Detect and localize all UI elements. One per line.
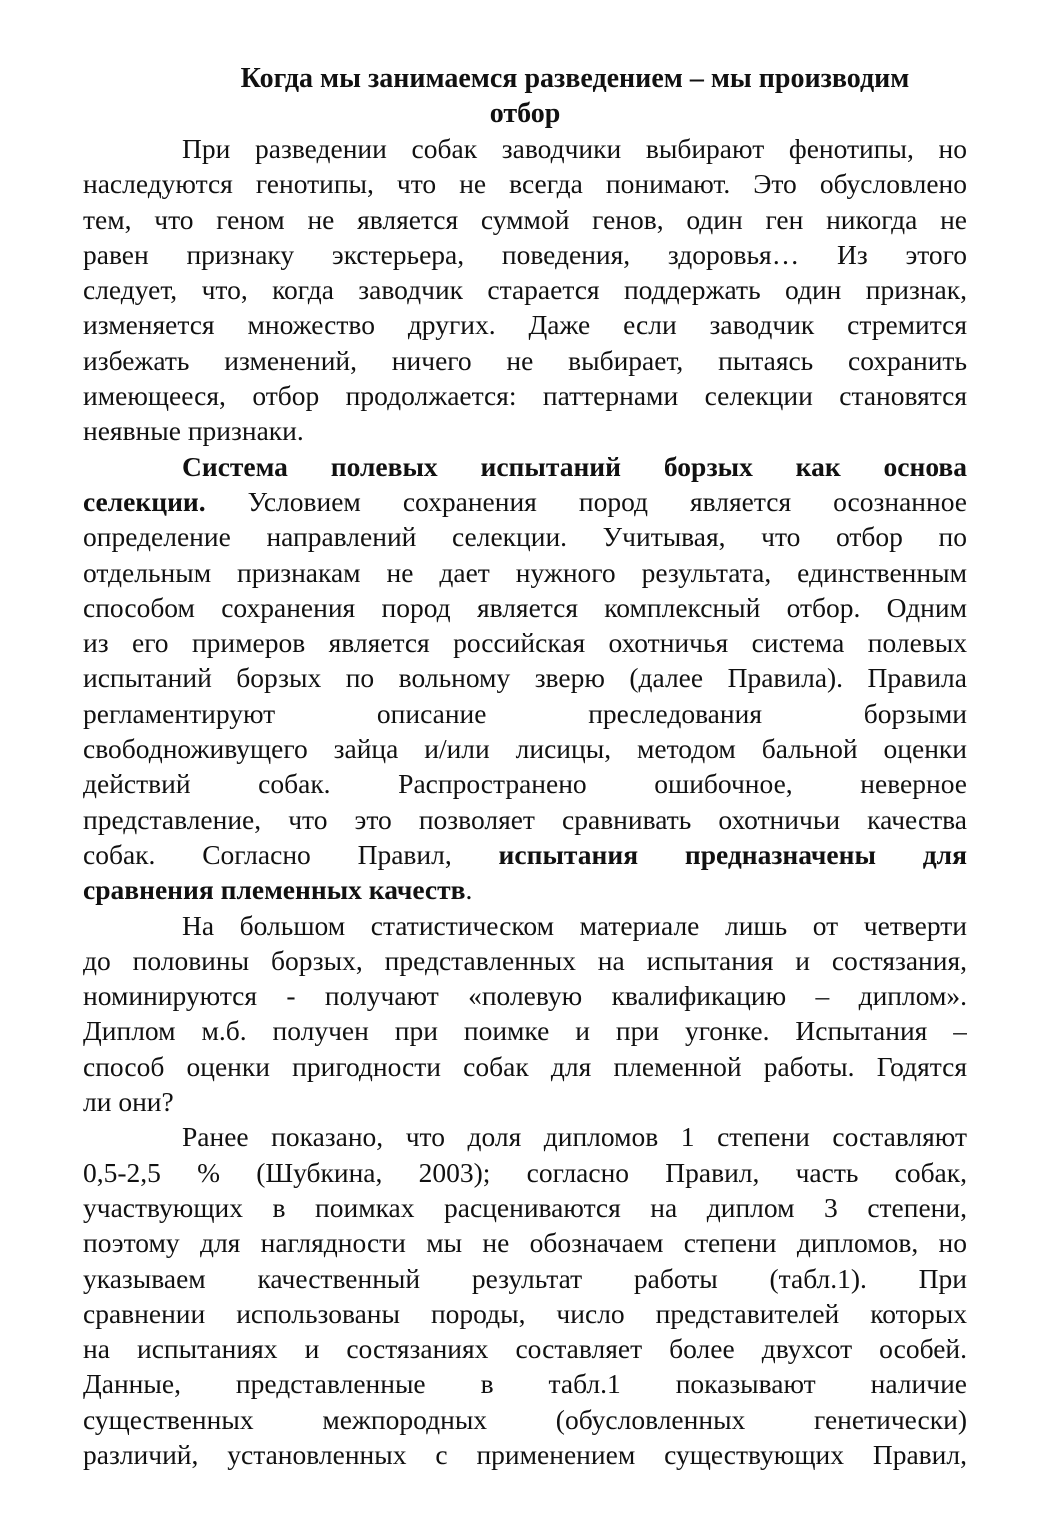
emphasis-text: сравнения племенных качеств bbox=[83, 874, 466, 906]
text-line: действий собак. Распространено ошибочное, неверное bbox=[83, 768, 967, 800]
text-line: равен признаку экстерьера, поведения, здоровья… Из этого bbox=[83, 238, 967, 270]
paragraph-4 bbox=[83, 1119, 967, 1472]
text-line: представление, что это позволяет сравнивать охотничьи качества bbox=[83, 803, 967, 835]
text-line: неявные признаки. bbox=[83, 415, 304, 447]
text-line: способом сохранения пород является комплексный отбор. Одним bbox=[83, 591, 967, 623]
document-body bbox=[83, 131, 967, 1472]
text-line: тем, что геном не является суммой генов, один ген никогда не bbox=[83, 203, 967, 235]
paragraph-1 bbox=[83, 131, 967, 449]
text-line: свободноживущего зайца и/или лисицы, методом бальной оценки bbox=[83, 733, 967, 765]
text-fragment: Условием сохранения пород является осознанное bbox=[247, 485, 967, 517]
text-line: Диплом м.б. получен при поимке и при угонке. Испытания – bbox=[83, 1015, 967, 1047]
text-line: избежать изменений, ничего не выбирает, пытаясь сохранить bbox=[83, 344, 967, 376]
document-title-line-1: Когда мы занимаемся разведением – мы производим bbox=[240, 63, 910, 94]
text-line: участвующих в поимках расцениваются на диплом 3 степени, bbox=[83, 1191, 967, 1223]
text-line: способ оценки пригодности собак для племенной работы. Годятся bbox=[83, 1050, 967, 1082]
text-line: из его примеров является российская охотничья система полевых bbox=[83, 627, 967, 659]
text-line: На большом статистическом материале лишь от четверти bbox=[182, 909, 967, 941]
text-fragment: собак. Согласно Правил, bbox=[83, 838, 452, 870]
text-line: определение направлений селекции. Учитывая, что отбор по bbox=[83, 521, 967, 553]
text-line bbox=[83, 837, 967, 872]
text-line: При разведении собак заводчики выбирают фенотипы, но bbox=[182, 133, 967, 164]
text-line: существенных межпородных (обусловленных генетически) bbox=[83, 1403, 967, 1435]
text-line: номинируются - получают «полевую квалификацию – диплом». bbox=[83, 980, 967, 1012]
emphasis-text: испытания предназначены для bbox=[498, 838, 967, 870]
text-line: наследуются генотипы, что не всегда понимают. Это обусловлено bbox=[83, 168, 967, 200]
text-fragment: . bbox=[465, 874, 473, 906]
paragraph-2 bbox=[83, 449, 967, 908]
text-line: испытаний борзых по вольному зверю (далее Правила). Правила bbox=[83, 662, 967, 694]
text-line: 0,5-2,5 % (Шубкина, 2003); согласно Правил, часть собак, bbox=[83, 1156, 967, 1188]
text-line bbox=[83, 872, 967, 907]
text-line bbox=[83, 484, 967, 519]
section-heading-inline: Система полевых испытаний борзых как основа bbox=[182, 450, 967, 482]
text-line: регламентируют описание преследования борзыми bbox=[83, 697, 967, 729]
document-title-line-2: отбор bbox=[489, 98, 561, 129]
text-line: следует, что, когда заводчик старается поддержать один признак, bbox=[83, 274, 967, 306]
text-line: Ранее показано, что доля дипломов 1 степени составляют bbox=[182, 1121, 967, 1153]
text-line: различий, установленных с применением существующих Правил, bbox=[83, 1438, 967, 1470]
text-line: изменяется множество других. Даже если заводчик стремится bbox=[83, 309, 967, 341]
text-line: на испытаниях и состязаниях составляет более двухсот особей. bbox=[83, 1333, 967, 1365]
text-line: до половины борзых, представленных на испытания и состязания, bbox=[83, 944, 967, 976]
text-line: имеющееся, отбор продолжается: паттернами селекции становятся bbox=[83, 380, 967, 412]
text-line: поэтому для наглядности мы не обозначаем степени дипломов, но bbox=[83, 1227, 967, 1259]
text-line: отдельным признакам не дает нужного результата, единственным bbox=[83, 556, 967, 588]
text-line: указываем качественный результат работы (табл.1). При bbox=[83, 1262, 967, 1294]
text-line: Данные, представленные в табл.1 показывают наличие bbox=[83, 1368, 967, 1400]
text-line: сравнении использованы породы, число представителей которых bbox=[83, 1297, 967, 1329]
text-line: ли они? bbox=[83, 1086, 174, 1118]
paragraph-3 bbox=[83, 908, 967, 1120]
section-heading-inline-end: селекции. bbox=[83, 485, 206, 517]
